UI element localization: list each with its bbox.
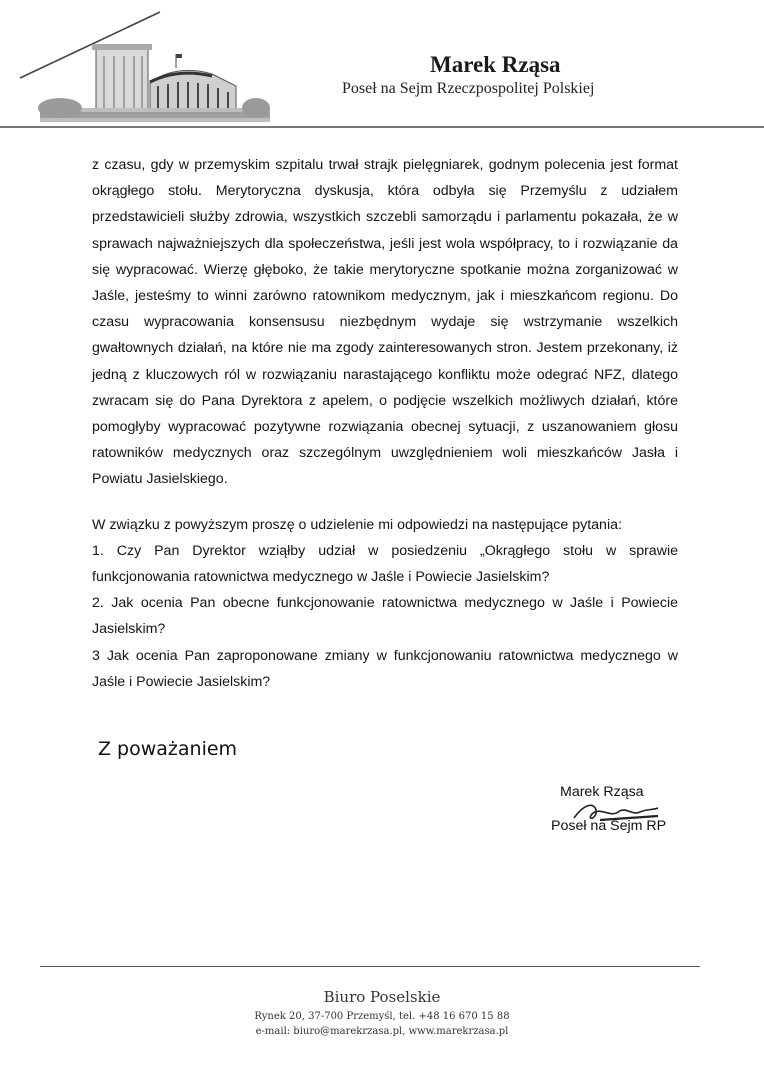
footer-divider bbox=[40, 966, 700, 967]
footer-contact: e-mail: biuro@marekrzasa.pl, www.marekrzasa.pl bbox=[255, 1026, 509, 1037]
sejm-building-logo bbox=[0, 8, 300, 133]
footer-office-title: Biuro Poselskie bbox=[323, 988, 441, 1006]
letterhead-role: Poseł na Sejm Rzeczpospolitej Polskiej bbox=[342, 80, 595, 97]
question-item: 3 Jak ocenia Pan zaproponowane zmiany w funkcjonowaniu ratownictwa medycznego w Jaśle i Powiecie Jasielskim? bbox=[92, 647, 678, 690]
signature-role: Poseł na Sejm RP bbox=[551, 818, 667, 834]
signature-name: Marek Rząsa bbox=[560, 784, 644, 800]
questions-intro: W związku z powyższym proszę o udzielenie mi odpowiedzi na następujące pytania: bbox=[92, 516, 622, 533]
letter-body bbox=[92, 152, 678, 695]
letterhead-name: Marek Rząsa bbox=[430, 52, 561, 77]
footer-address: Rynek 20, 37-700 Przemyśl, tel. +48 16 670 15 88 bbox=[254, 1011, 510, 1022]
question-item: 1. Czy Pan Dyrektor wziąłby udział w posiedzeniu „Okrągłego stołu w sprawie funkcjonowania ratownictwa medycznego w Jaśle i Powiecie Jasielskim? bbox=[92, 542, 678, 586]
question-item: 2. Jak ocenia Pan obecne funkcjonowanie ratownictwa medycznego w Jaśle i Powiecie Jasielskim? bbox=[92, 595, 678, 638]
body-paragraph: z czasu, gdy w przemyskim szpitalu trwał strajk pielęgniarek, godnym polecenia jest format okrągłego stołu. Merytoryczna dyskusja, która odbyła się Przemyślu z udziałem przedstawicieli służby zdrowia, wszystkich szczebli samorządu i parlamentu pokazała, że w sprawach najważniejszych dla społeczeństwa, jeśli jest wola współpracy, to i rozwiązanie da się wypracować. Wierzę głęboko, że takie merytoryczne spotkanie można zorganizować w Jaśle, jesteśmy to winni zarówno ratownikom medycznym, jak i mieszkańcom regionu. Do czasu wypracowania konsensusu niezbędnym wydaje się wstrzymanie wszelkich gwałtownych działań, na które nie ma zgody zainteresowanych stron. Jestem przekonany, iż jedną z kluczowych ról w rozwiązaniu narastającego konfliktu może odegrać NFZ, dlatego zwracam się do Pana Dyrektora z apelem, o podjęcie wszelkich możliwych działań, które pomogłyby wypracować pozytywne rozwiązania obecnej sytuacji, z uszanowaniem głosu ratowników medycznych oraz szczególnym uwzględnieniem woli mieszkańców Jasła i Powiatu Jasielskiego. bbox=[92, 157, 678, 488]
closing-salutation: Z poważaniem bbox=[98, 738, 238, 760]
header-divider bbox=[0, 126, 764, 128]
